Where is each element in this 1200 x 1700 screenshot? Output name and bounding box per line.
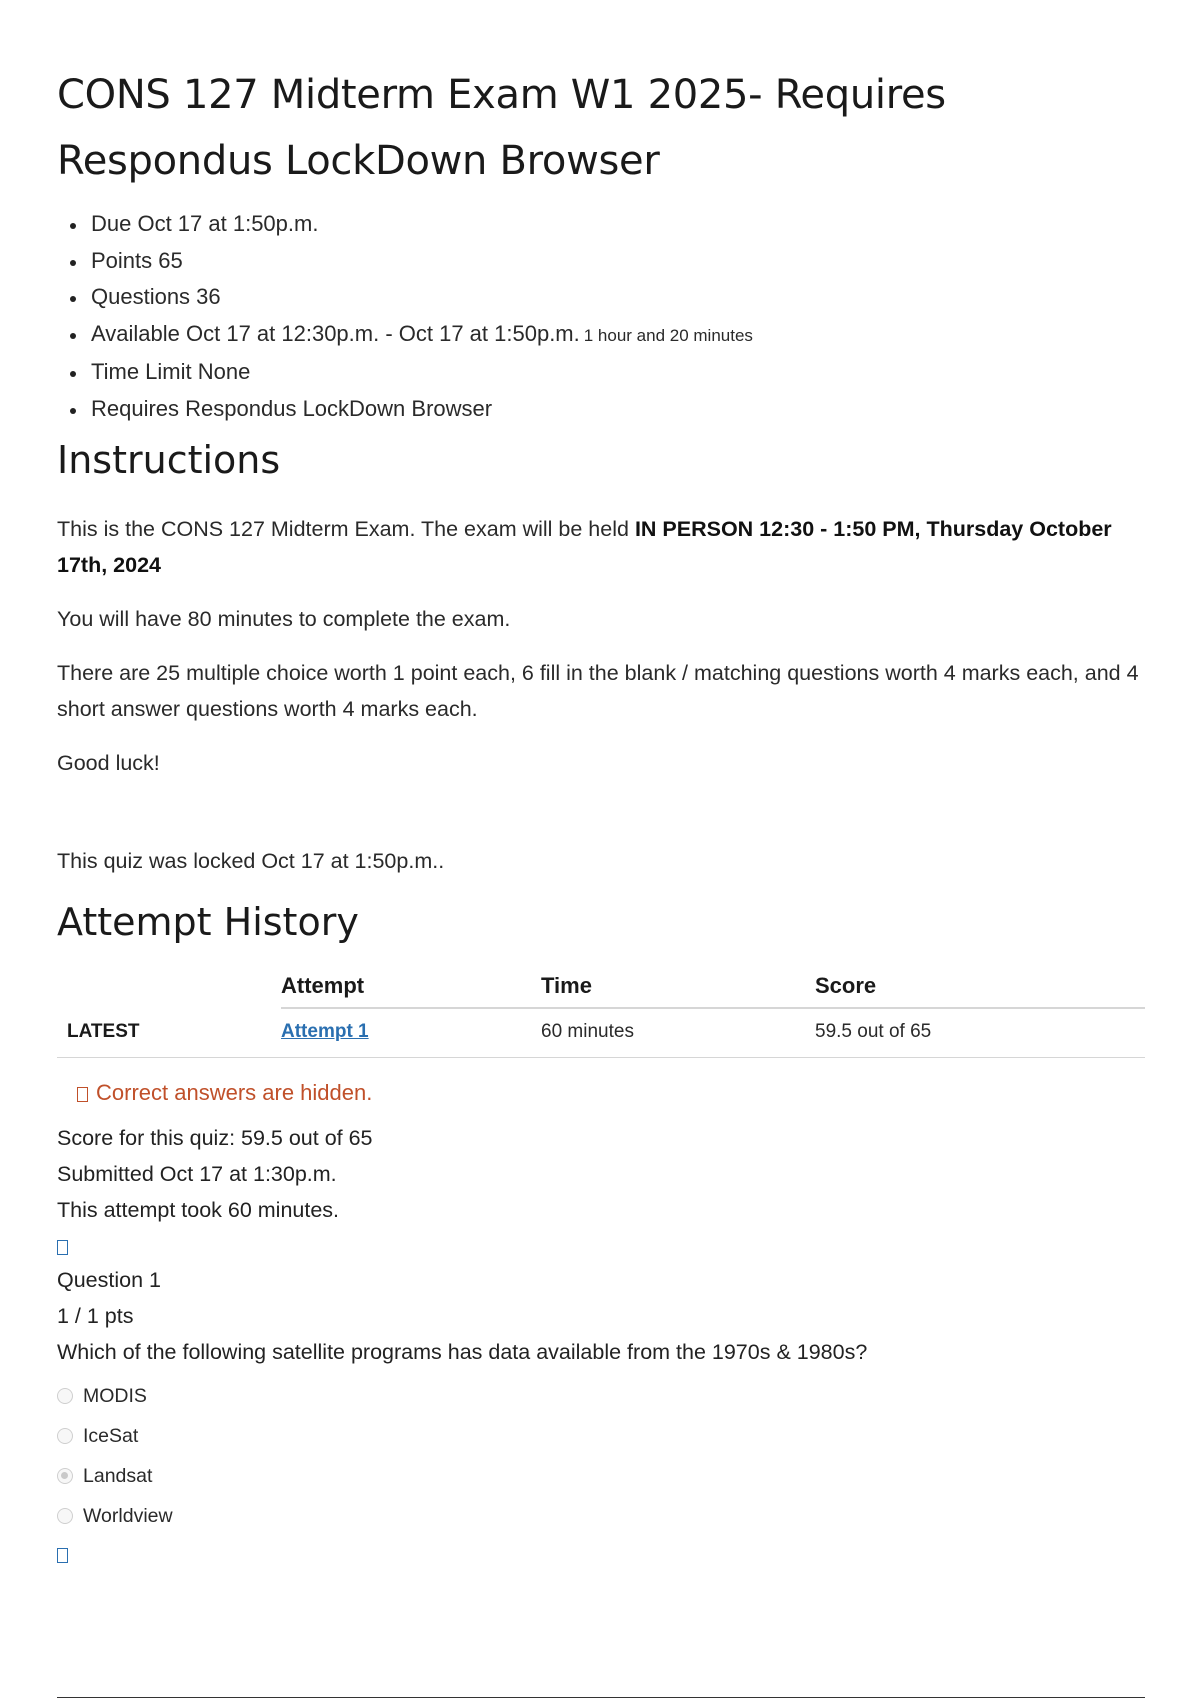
meta-time-limit-text: Time Limit None bbox=[91, 359, 251, 384]
latest-label: LATEST bbox=[57, 1008, 281, 1058]
meta-questions bbox=[57, 279, 1145, 316]
instructions-body bbox=[57, 511, 1145, 781]
answer-options bbox=[57, 1376, 1145, 1536]
page-divider bbox=[57, 1697, 1145, 1698]
question-points: 1 / 1 pts bbox=[57, 1304, 134, 1328]
instructions-heading: Instructions bbox=[57, 438, 281, 482]
flag-question-icon[interactable] bbox=[57, 1240, 1145, 1262]
column-header-attempt: Attempt bbox=[281, 965, 541, 1008]
radio-worldview bbox=[57, 1508, 73, 1524]
quiz-title: CONS 127 Midterm Exam W1 2025- Requires Respondus LockDown Browser bbox=[57, 72, 946, 184]
flag-box-icon bbox=[57, 1240, 68, 1255]
meta-points bbox=[57, 243, 1145, 280]
meta-available bbox=[57, 316, 1145, 355]
flag-box-icon-bottom bbox=[57, 1548, 68, 1563]
score-cell: 59.5 out of 65 bbox=[815, 1008, 1145, 1058]
answer-label-modis: MODIS bbox=[83, 1384, 147, 1407]
warning-box-icon bbox=[77, 1087, 88, 1102]
summary-duration: This attempt took 60 minutes. bbox=[57, 1198, 340, 1222]
summary-submitted: Submitted Oct 17 at 1:30p.m. bbox=[57, 1162, 337, 1186]
radio-landsat-selected bbox=[57, 1468, 73, 1484]
answer-option-modis bbox=[57, 1376, 1145, 1416]
meta-available-text: Available Oct 17 at 12:30p.m. - Oct 17 at 1:50p.m. bbox=[91, 320, 580, 346]
attempt-1-link[interactable]: Attempt 1 bbox=[281, 1021, 369, 1042]
meta-available-duration: 1 hour and 20 minutes bbox=[583, 325, 753, 345]
attempt-cell bbox=[281, 1008, 541, 1058]
instructions-p1-text: This is the CONS 127 Midterm Exam. The exam will be held bbox=[57, 517, 635, 541]
instructions-paragraph-4: Good luck! bbox=[57, 751, 160, 775]
instructions-p1-bold: IN PERSON 12:30 - 1:50 PM, Thursday October 17th, 2024 bbox=[57, 517, 1112, 577]
meta-time-limit bbox=[57, 354, 1145, 391]
summary-score: Score for this quiz: 59.5 out of 65 bbox=[57, 1126, 373, 1150]
question-1 bbox=[57, 1262, 1145, 1536]
radio-modis bbox=[57, 1388, 73, 1404]
column-header-time: Time bbox=[541, 965, 815, 1008]
meta-points-text: Points 65 bbox=[91, 247, 183, 273]
meta-due-text: Due Oct 17 at 1:50p.m. bbox=[91, 211, 319, 236]
column-header-score: Score bbox=[815, 965, 1145, 1008]
attempt-history-table bbox=[57, 965, 1145, 1058]
quiz-page bbox=[57, 62, 1145, 1570]
meta-lockdown-text: Requires Respondus LockDown Browser bbox=[91, 395, 493, 421]
answer-option-icesat bbox=[57, 1416, 1145, 1456]
locked-notice: This quiz was locked Oct 17 at 1:50p.m.. bbox=[57, 849, 445, 873]
instructions-paragraph-3: There are 25 multiple choice worth 1 point each, 6 fill in the blank / matching questions worth 4 marks each, and 4 short answer questions worth 4 marks each. bbox=[57, 661, 1139, 721]
meta-questions-text: Questions 36 bbox=[91, 284, 221, 309]
question-text: Which of the following satellite programs has data available from the 1970s & 1980s? bbox=[57, 1340, 868, 1364]
instructions-paragraph-2: You will have 80 minutes to complete the exam. bbox=[57, 607, 511, 631]
meta-due bbox=[57, 206, 1145, 243]
question-label: Question 1 bbox=[57, 1268, 161, 1292]
attempt-summary bbox=[57, 1120, 1145, 1228]
correct-answers-hidden-note bbox=[77, 1080, 1145, 1106]
answer-label-icesat: IceSat bbox=[83, 1424, 139, 1447]
quiz-meta-list bbox=[57, 206, 1145, 427]
time-cell: 60 minutes bbox=[541, 1008, 815, 1058]
column-header-blank bbox=[57, 965, 281, 1008]
attempt-history-heading: Attempt History bbox=[57, 900, 359, 944]
answer-option-worldview bbox=[57, 1496, 1145, 1536]
flag-question-icon-bottom[interactable] bbox=[57, 1548, 1145, 1570]
instructions-paragraph-1 bbox=[57, 511, 1145, 583]
answer-option-landsat bbox=[57, 1456, 1145, 1496]
meta-lockdown bbox=[57, 391, 1145, 428]
table-row bbox=[57, 1008, 1145, 1058]
answer-label-landsat: Landsat bbox=[83, 1464, 153, 1487]
hidden-note-text: Correct answers are hidden. bbox=[96, 1080, 373, 1105]
radio-icesat bbox=[57, 1428, 73, 1444]
table-header-row bbox=[57, 965, 1145, 1008]
answer-label-worldview: Worldview bbox=[83, 1504, 173, 1527]
